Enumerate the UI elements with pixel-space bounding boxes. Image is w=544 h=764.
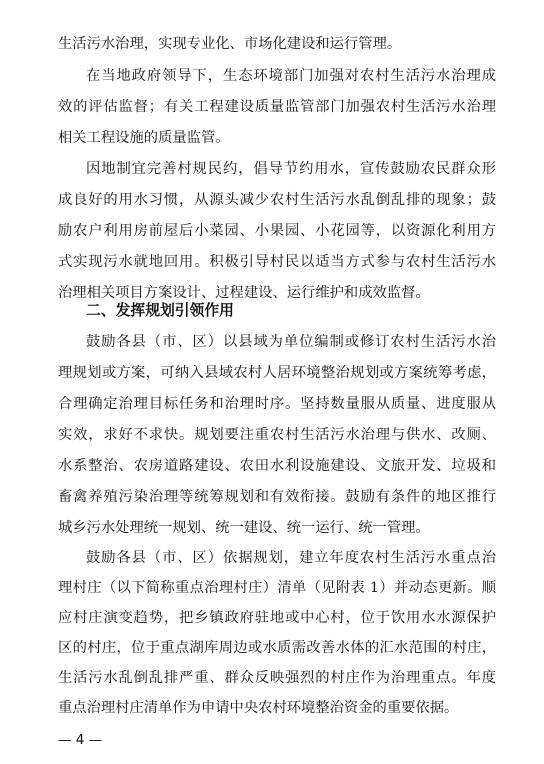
paragraph-line: 效的评估监督；有关工程建设质量监管部门加强农村生活污水治理	[58, 99, 496, 115]
paragraph-line: 应村庄演变趋势，把乡镇政府驻地或中心村，位于饮用水水源保护	[58, 610, 496, 626]
paragraph-line: 理规划或方案，可纳入县域农村人居环境整治规划或方案统筹考虑，	[58, 365, 496, 381]
paragraph-line: 鼓励各县（市、区）依据规划，建立年度农村生活污水重点治	[86, 550, 496, 566]
paragraph-line: 城乡污水处理统一规划、统一建设、统一运行、统一管理。	[58, 520, 430, 536]
paragraph-line: 因地制宜完善村规民约，倡导节约用水，宣传鼓励农民群众形	[86, 161, 496, 177]
paragraph-line: 相关工程设施的质量监管。	[58, 130, 230, 146]
paragraph-line: 水系整治、农房道路建设、农田水利设施建设、文旅开发、垃圾和	[58, 458, 496, 474]
paragraph-line: 理村庄（以下简称重点治理村庄）清单（见附表 1）并动态更新。顺	[58, 580, 496, 596]
paragraph-line: 畜禽养殖污染治理等统筹规划和有效衔接。鼓励有条件的地区推行	[58, 489, 496, 505]
page-number: — 4 —	[58, 732, 103, 748]
paragraph-line: 实效，求好不求快。规划要注重农村生活污水治理与供水、改厕、	[58, 427, 496, 443]
paragraph-line: 鼓励各县（市、区）以县域为单位编制或修订农村生活污水治	[86, 334, 496, 350]
section-heading: 二、发挥规划引领作用	[86, 302, 234, 319]
paragraph-line: 生活污水治理，实现专业化、市场化建设和运行管理。	[58, 36, 402, 52]
paragraph-line: 成良好的用水习惯，从源头减少农村生活污水乱倒乱排的现象；鼓	[58, 192, 496, 208]
paragraph-line: 治理相关项目方案设计、过程建设、运行维护和成效监督。	[58, 285, 430, 301]
paragraph-line: 重点治理村庄清单作为申请中央农村环境整治资金的重要依据。	[58, 700, 459, 716]
paragraph-line: 生活污水乱倒乱排严重、群众反映强烈的村庄作为治理重点。年度	[58, 670, 496, 686]
paragraph-line: 区的村庄，位于重点湖库周边或水质需改善水体的汇水范围的村庄，	[58, 640, 496, 656]
paragraph-line: 合理确定治理目标任务和治理时序。坚持数量服从质量、进度服从	[58, 396, 496, 412]
paragraph-line: 在当地政府领导下，生态环境部门加强对农村生活污水治理成	[86, 68, 496, 84]
paragraph-line: 式实现污水就地回用。积极引导村民以适当方式参与农村生活污水	[58, 254, 496, 270]
paragraph-line: 励农户利用房前屋后小菜园、小果园、小花园等，以资源化利用方	[58, 223, 496, 239]
